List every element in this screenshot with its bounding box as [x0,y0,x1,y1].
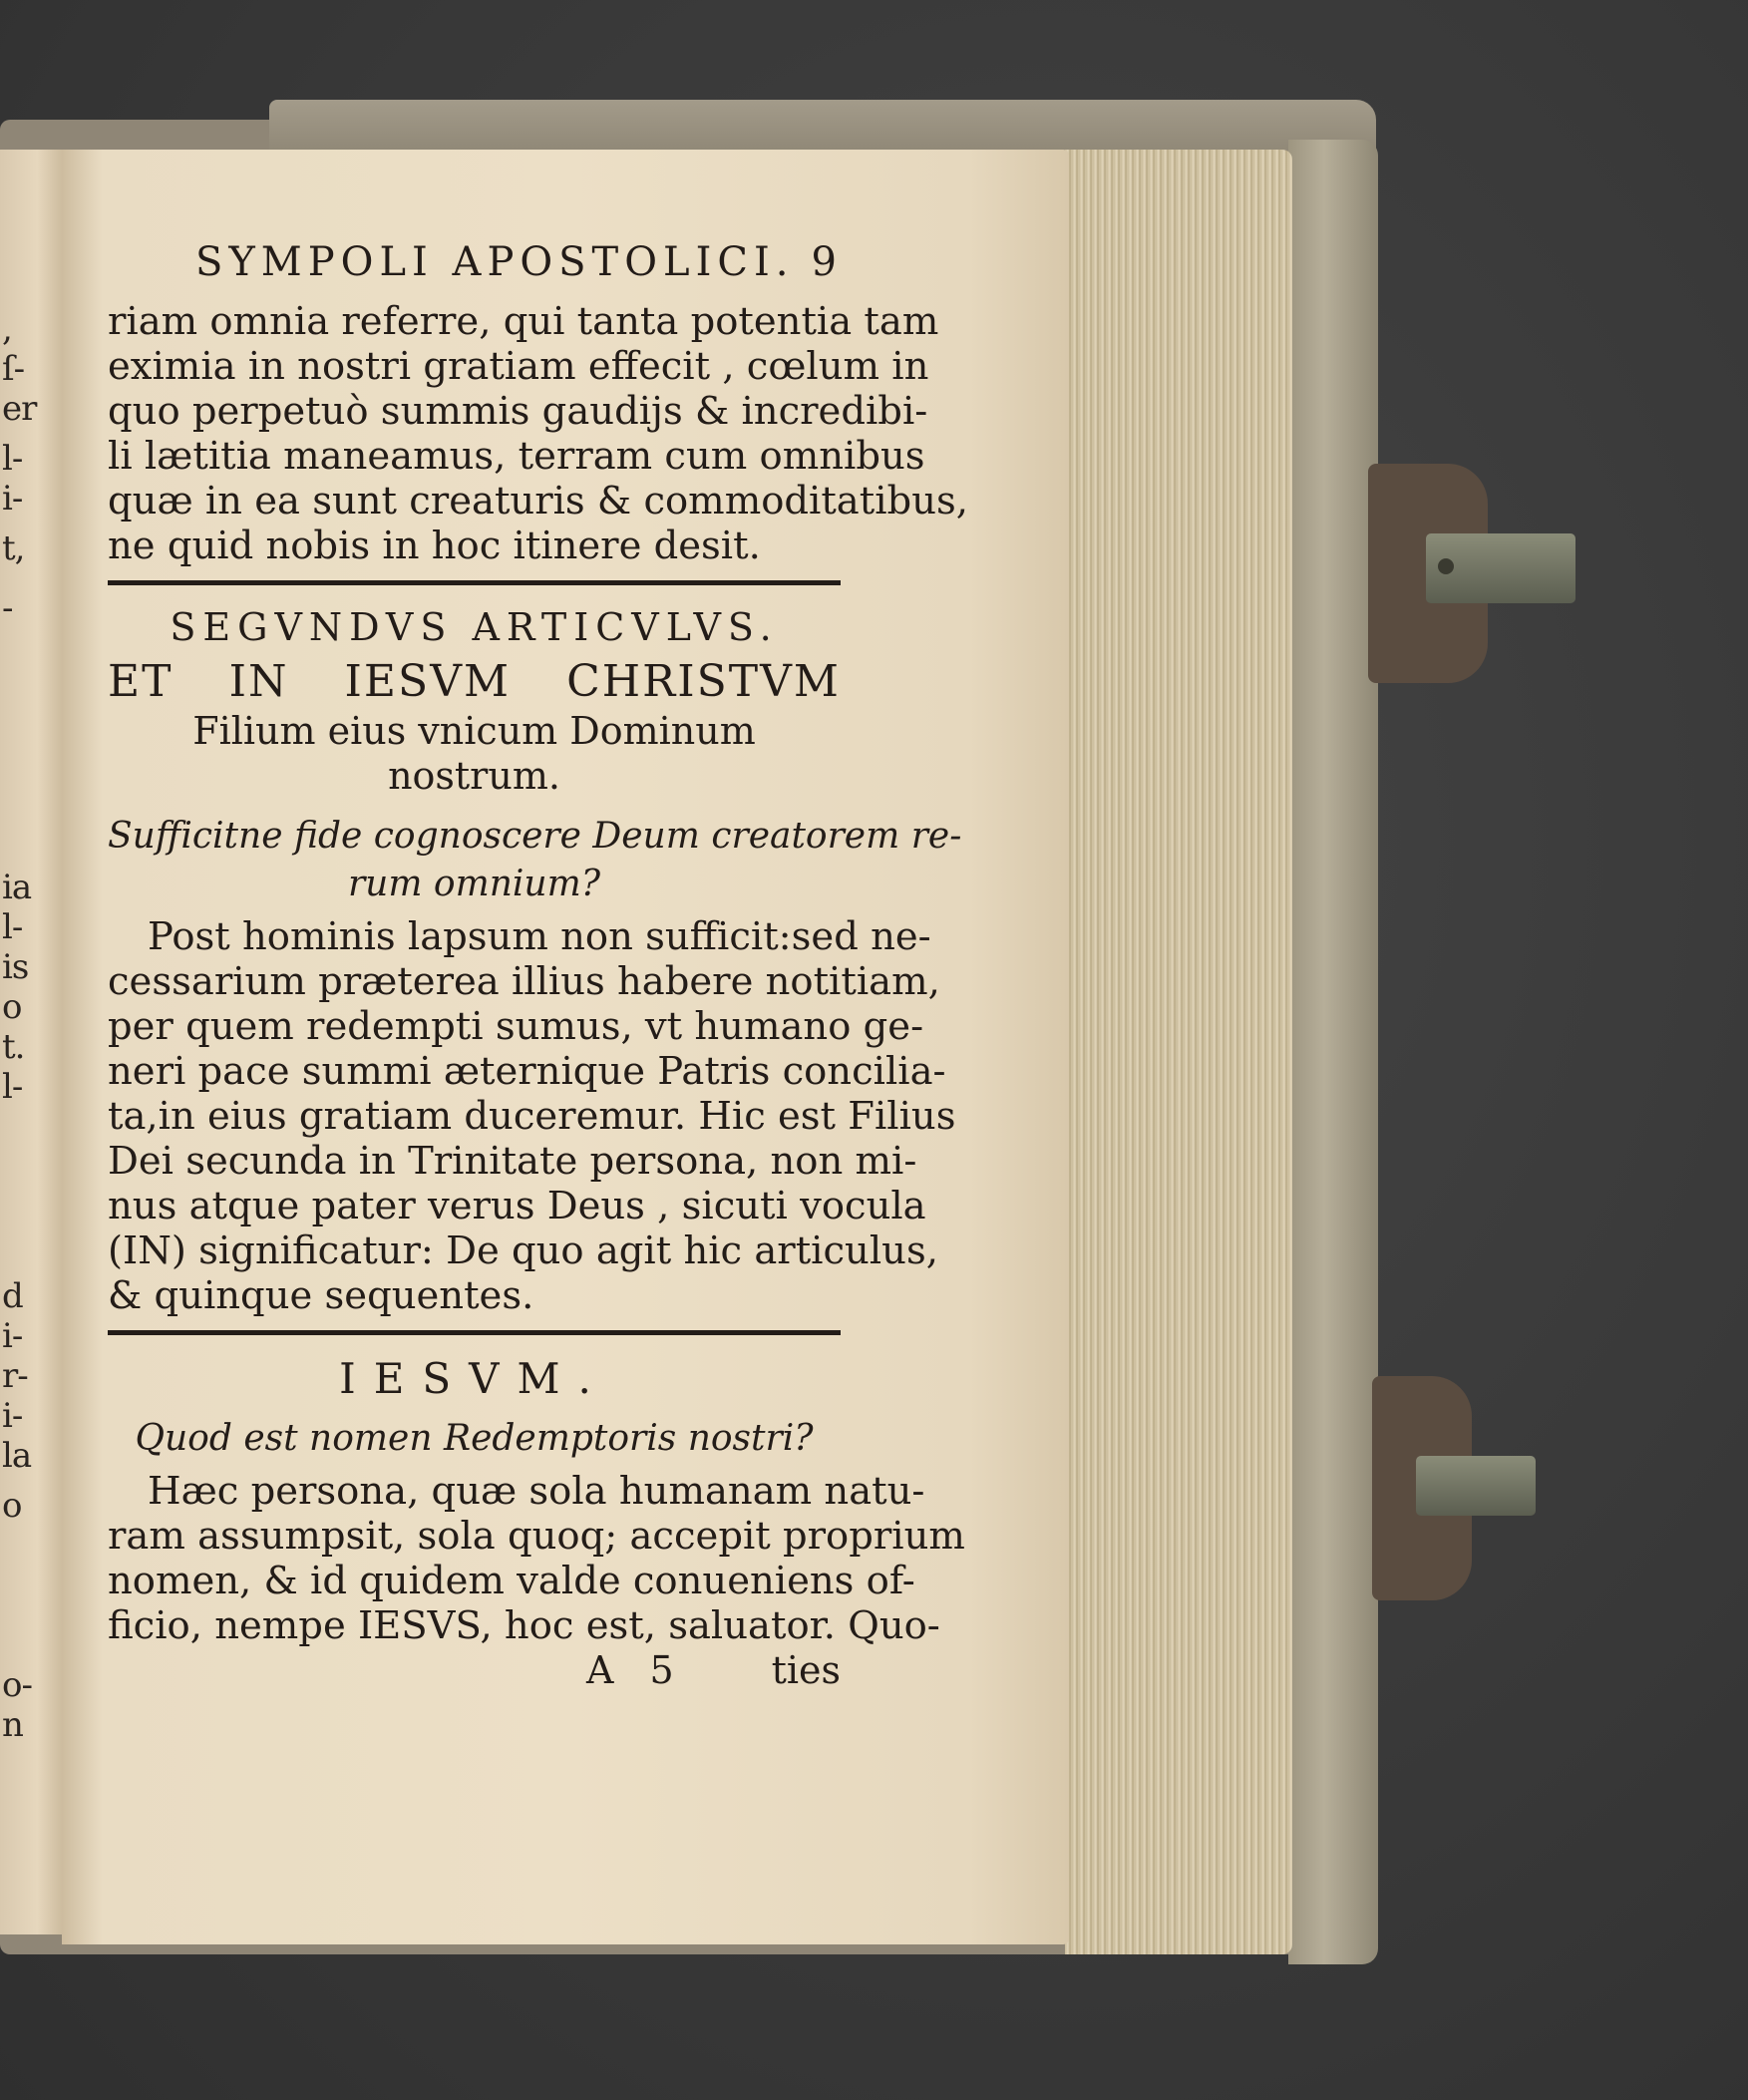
catchword: ties [771,1648,841,1692]
text-line: nus atque pater verus Deus , sicuti vocula [108,1184,926,1228]
previous-page-fragment: l- [2,907,23,947]
previous-page-fragment: la [2,1436,32,1476]
subheading: IESVM. [339,1354,609,1403]
page-footer [108,1648,841,1698]
previous-page-fragment: i- [2,1396,23,1436]
text-line: eximia in nostri gratiam effecit , cœlum in [108,344,929,389]
previous-page-fragment: er [2,389,37,429]
text-line: ne quid nobis in hoc itinere desit. [108,524,761,568]
question-line: Quod est nomen Redemptoris nostri? [135,1418,814,1459]
running-head-title: SYMPOLI APOSTOLICI. [195,239,795,285]
previous-page-fragment: d [2,1276,23,1316]
text-line: Dei secunda in Trinitate persona, non mi- [108,1139,917,1184]
text-line: quo perpetuò summis gaudijs & incredibi- [108,389,928,434]
previous-page-fragment: l- [2,439,23,479]
text-line: ta,in eius gratiam duceremur. Hic est Filius [108,1094,956,1139]
question-line: Sufficitne fide cognoscere Deum creatorem re- [108,816,962,857]
text-line: quæ in ea sunt creaturis & commoditatibus, [108,479,968,524]
intro-paragraph [108,299,968,568]
text-line: ficio, nempe IESVS, hoc est, saluator. Quo- [108,1603,940,1648]
page-block-edges [1065,150,1292,1954]
text-line: (IN) significatur: De quo agit hic articulus, [108,1228,938,1273]
text-line: neri pace summi æternique Patris concilia- [108,1049,946,1094]
page-text [108,239,968,1698]
previous-page-fragment: ſ- [2,349,25,389]
question-line: rum omnium? [347,864,601,904]
previous-page-fragment: o [2,987,22,1027]
previous-page-fragment: is [2,947,29,987]
text-line: & quinque sequentes. [108,1273,534,1318]
upper-clasp-rivet [1438,558,1454,574]
page-number: 9 [811,239,843,285]
previous-page-edge [0,150,62,1934]
signature-mark: A 5 [586,1648,686,1692]
previous-page-fragment: l- [2,1067,23,1107]
text-line: cessarium præterea illius habere notitiam, [108,959,940,1004]
previous-page-fragment: o- [2,1665,32,1705]
text-line: riam omnia referre, qui tanta potentia tam [108,299,939,344]
text-line: li lætitia maneamus, terram cum omnibus [108,434,925,479]
divider-rule [108,1330,841,1335]
previous-page-fragment: i- [2,1316,23,1356]
previous-page-fragment: n [2,1705,23,1745]
text-line: ram assumpsit, sola quoq; accepit proprium [108,1514,965,1559]
previous-page-fragment: t. [2,1027,25,1067]
text-line: per quem redempti sumus, vt humano ge- [108,1004,924,1049]
answer-paragraph [108,1469,965,1648]
previous-page-fragment: i- [2,479,23,519]
text-line: nomen, & id quidem valde conueniens of- [108,1559,915,1603]
previous-page-fragment: , [2,309,12,349]
text-line: Hæc persona, quæ sola humanam natu- [148,1469,925,1514]
previous-page-fragment: o [2,1486,22,1526]
lower-clasp-hinge [1416,1456,1536,1516]
article-title-line: ET IN IESVM CHRISTVM [108,656,841,707]
text-line: Post hominis lapsum non sufficit:sed ne- [148,914,931,959]
divider-rule [108,580,841,585]
section-heading: SEGVNDVS ARTICVLVS. [170,605,779,649]
previous-page-fragment: - [2,588,13,628]
article-title-line: Filium eius vnicum Dominum [192,709,756,753]
article-title-line: nostrum. [388,754,560,798]
running-head [108,239,841,299]
previous-page-fragment: r- [2,1356,28,1396]
answer-paragraph [108,914,956,1318]
previous-page-fragment: t, [2,528,25,568]
previous-page-fragment: ia [2,868,32,907]
book-board-edge [1288,140,1378,1964]
